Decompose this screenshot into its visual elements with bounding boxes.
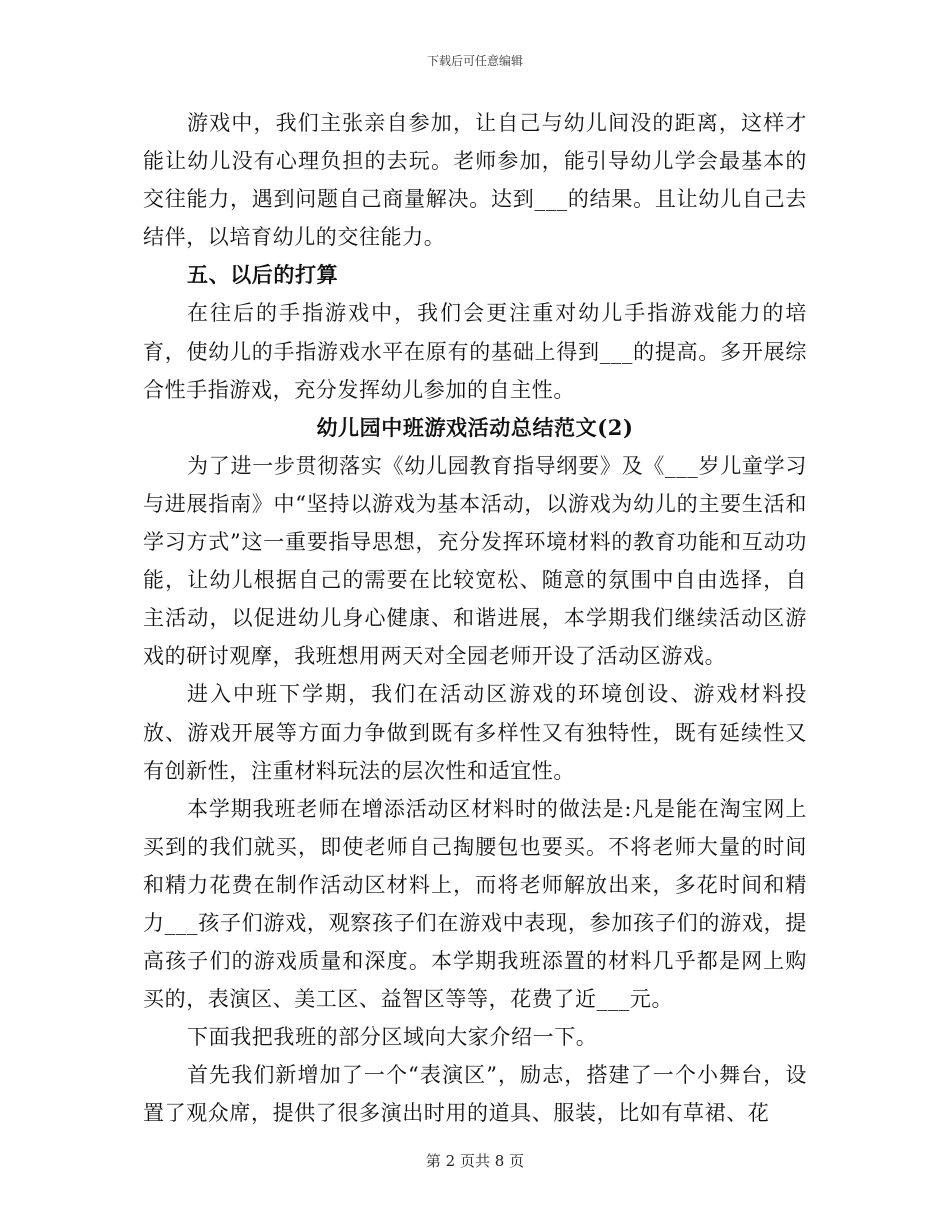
document-body [143, 104, 807, 1133]
page-header-note: 下载后可任意编辑 [426, 54, 523, 68]
section-heading-5: 五、以后的打算 [187, 262, 339, 288]
paragraph-4: 进入中班下学期，我们在活动区游戏的环境创设、游戏材料投放、游戏开展等方面力争做到既有多样性又有独特性，既有延续性又有创新性，注重材料玩法的层次性和适宜性。 [143, 682, 807, 783]
paragraph-5: 本学期我班老师在增添活动区材料时的做法是:凡是能在淘宝网上买到的我们就买，即使老师自己掏腰包也要买。不将老师大量的时间和精力花费在制作活动区材料上，而将老师解放出来，多花时间和精力___孩子们游戏，观察孩子们在游戏中表现，参加孩子们的游戏，提高孩子们的游戏质量和深度。本学期我班添置的材料几乎都是网上购买的，表演区、美工区、益智区等等，花费了近___元。 [143, 796, 807, 1012]
article-title: 幼儿园中班游戏活动总结范文(2) [316, 414, 634, 440]
paragraph-1: 游戏中，我们主张亲自参加，让自己与幼儿间没的距离，这样才能让幼儿没有心理负担的去玩。老师参加，能引导幼儿学会最基本的交往能力，遇到问题自己商量解决。达到___的结果。且让幼儿自己去结伴，以培育幼儿的交往能力。 [143, 111, 807, 250]
paragraph-6: 下面我把我班的部分区域向大家介绍一下。 [187, 1025, 598, 1050]
paragraph-7: 首先我们新增加了一个“表演区”，励志，搭建了一个小舞台，设置了观众席，提供了很多演出时用的道具、服装，比如有草裙、花 [143, 1063, 807, 1126]
page-number: 第 2 页共 8 页 [425, 1152, 525, 1170]
paragraph-3: 为了进一步贯彻落实《幼儿园教育指导纲要》及《___岁儿童学习与进展指南》中“坚持以游戏为基本活动，以游戏为幼儿的主要生活和学习方式”这一重要指导思想，充分发挥环境材料的教育功能和互动功能，让幼儿根据自己的需要在比较宽松、随意的氛围中自由选择，自主活动，以促进幼儿身心健康、和谐进展，本学期我们继续活动区游戏的研讨观摩，我班想用两天对全园老师开设了活动区游戏。 [143, 453, 807, 669]
paragraph-2: 在往后的手指游戏中，我们会更注重对幼儿手指游戏能力的培育，使幼儿的手指游戏水平在原有的基础上得到___的提高。多开展综合性手指游戏，充分发挥幼儿参加的自主性。 [143, 301, 807, 402]
